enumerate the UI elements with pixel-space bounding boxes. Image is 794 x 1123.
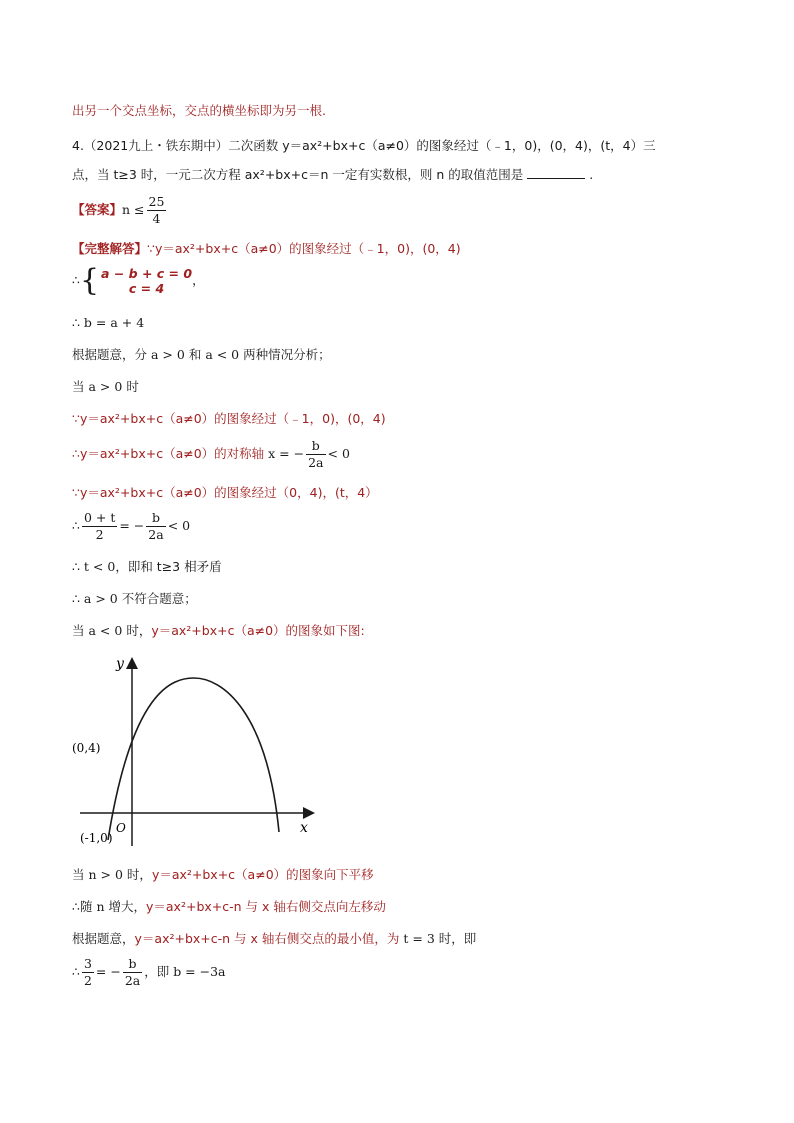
line-case1: 当 a > 0 时 xyxy=(72,379,139,394)
answer-line: 【答案】n ≤ $\frac{25}{4}$ xyxy=(72,194,165,226)
line-min: 根据题意，y＝ax²+bx+c-n 与 x 轴右侧交点的最小值，为 t = 3 时，即 xyxy=(72,931,477,946)
line-b-eq: ∴ b = a + 4 xyxy=(72,315,145,330)
line-pass: ∵y＝ax²+bx+c（a≠0）的图象经过（﹣1，0)，(0，4) xyxy=(72,411,386,426)
line-shift: 当 n > 0 时，y＝ax²+bx+c（a≠0）的图象向下平移 xyxy=(72,867,374,882)
point-0-4-label: (0,4) xyxy=(72,741,101,755)
line-final: ∴ $\frac{3}{2}$ = − $\frac{b}{2a}$ ，即 b = −3a xyxy=(72,956,226,988)
y-axis-label: y xyxy=(116,656,124,672)
parabola-graph xyxy=(72,650,332,850)
line-continuation: 出另一个交点坐标，交点的横坐标即为另一根. xyxy=(72,103,326,118)
line-t-neg: ∴ t < 0，即和 t≥3 相矛盾 xyxy=(72,559,222,574)
line-axis: ∴y＝ax²+bx+c（a≠0）的对称轴 x = − $\frac{b}{2a}$ < 0 xyxy=(72,438,350,470)
x-axis-label: x xyxy=(300,820,308,836)
parabola-curve xyxy=(108,678,279,840)
line-cases: 根据题意，分 a > 0 和 a < 0 两种情况分析； xyxy=(72,347,331,362)
line-increase: ∴随 n 增大，y＝ax²+bx+c-n 与 x 轴右侧交点向左移动 xyxy=(72,899,386,914)
origin-label: O xyxy=(116,821,126,835)
line-not-match: ∴ a > 0 不符合题意； xyxy=(72,591,197,606)
point-neg1-0-label: (-1,0) xyxy=(80,831,113,845)
brace-icon: { xyxy=(79,263,100,298)
answer-fraction: $\frac{25}{4}$ xyxy=(148,194,165,226)
question-line-1: 4.（2021九上・铁东期中）二次函数 y＝ax²+bx+c（a≠0）的图象经过（﹣1，0)，(0，4)，(t，4）三 xyxy=(72,138,656,153)
equation-system: ∴{ a − b + c = 0 c = 4 ， xyxy=(72,263,205,298)
line-pass2: ∵y＝ax²+bx+c（a≠0）的图象经过（0，4)，(t，4） xyxy=(72,485,378,500)
line-midpoint: ∴ $\frac{0 + t}{2}$ = − $\frac{b}{2a}$ < 0 xyxy=(72,510,191,542)
question-line-2: 点，当 t≥3 时，一元二次方程 ax²+bx+c＝n 一定有实数根，则 n 的取值范围是 . xyxy=(72,167,594,182)
line-case2: 当 a < 0 时，y＝ax²+bx+c（a≠0）的图象如下图: xyxy=(72,623,365,638)
answer-blank xyxy=(527,178,585,179)
solution-line: 【完整解答】∵y＝ax²+bx+c（a≠0）的图象经过（﹣1，0)，(0，4) xyxy=(72,241,461,256)
